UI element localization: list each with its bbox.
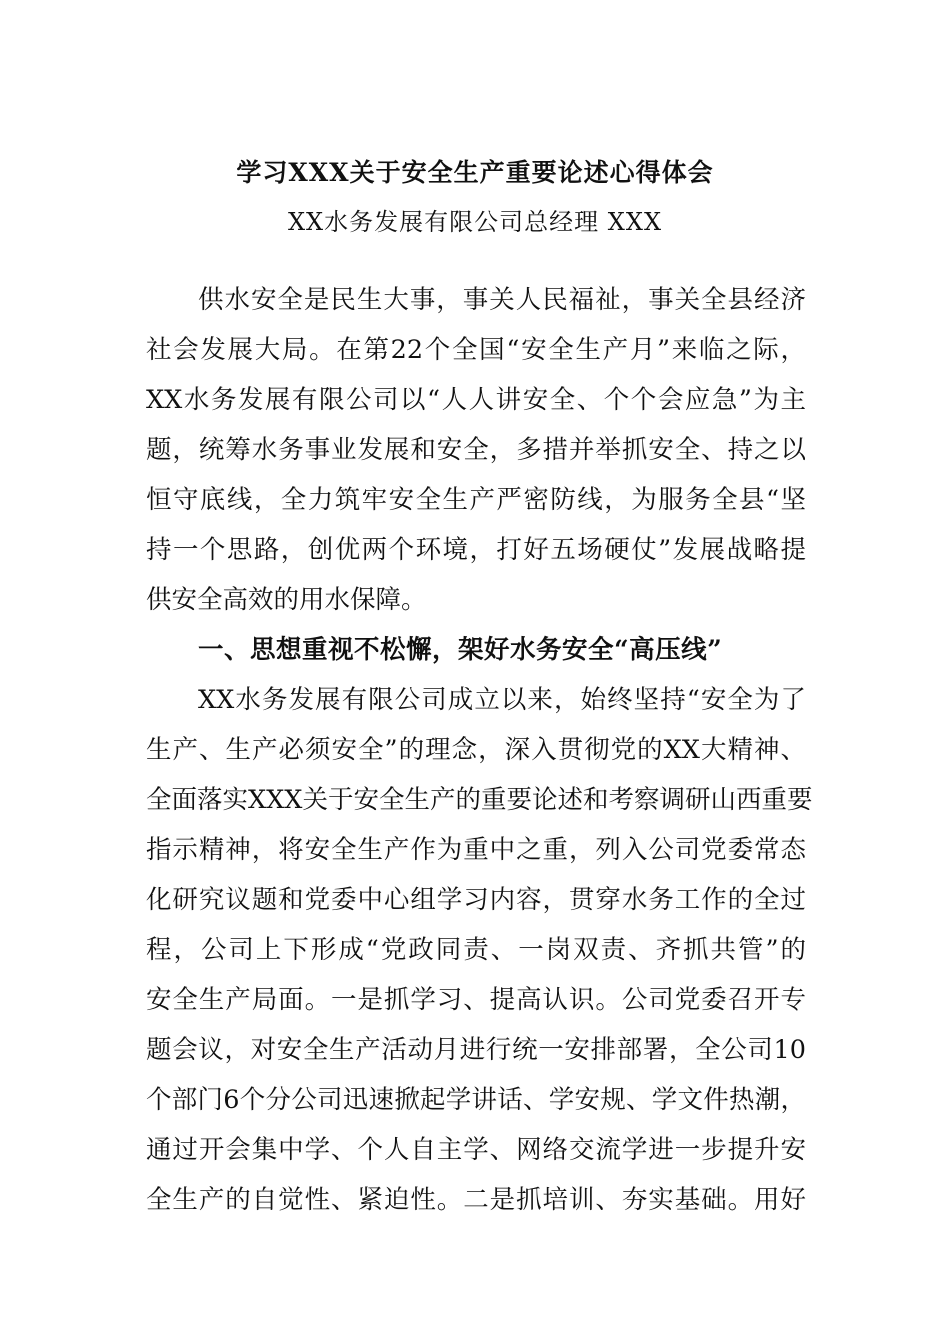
- document-title: 学习XXX关于安全生产重要论述心得体会: [236, 158, 714, 187]
- paragraph-line: 全面落实XXX关于安全生产的重要论述和考察调研山西重要: [146, 785, 813, 815]
- paragraph-line: 个部门6个分公司迅速掀起学讲话、学安规、学文件热潮，: [146, 1085, 806, 1115]
- document-subtitle: XX水务发展有限公司总经理 XXX: [287, 208, 663, 236]
- paragraph-line: 供安全高效的用水保障。: [146, 585, 427, 615]
- paragraph-line: 恒守底线，全力筑牢安全生产严密防线，为服务全县“坚: [146, 485, 806, 515]
- paragraph-line: 社会发展大局。在第22个全国“安全生产月”来临之际，: [146, 335, 806, 365]
- paragraph-line: XX水务发展有限公司成立以来，始终坚持“安全为了: [198, 685, 806, 715]
- paragraph-line: 生产、生产必须安全”的理念，深入贯彻党的XX大精神、: [146, 735, 806, 765]
- paragraph-line: 通过开会集中学、个人自主学、网络交流学进一步提升安: [146, 1135, 806, 1165]
- paragraph-line: 题会议，对安全生产活动月进行统一安排部署，全公司10: [146, 1035, 806, 1065]
- section-heading: 一、思想重视不松懈，架好水务安全“高压线”: [198, 635, 723, 665]
- paragraph-line: 持一个思路，创优两个环境，打好五场硬仗”发展战略提: [146, 535, 806, 565]
- paragraph-line: 安全生产局面。一是抓学习、提高认识。公司党委召开专: [146, 985, 806, 1015]
- paragraph-line: 供水安全是民生大事，事关人民福祉，事关全县经济: [198, 285, 806, 315]
- paragraph-line: 指示精神，将安全生产作为重中之重，列入公司党委常态: [146, 835, 806, 865]
- paragraph-line: 全生产的自觉性、紧迫性。二是抓培训、夯实基础。用好: [146, 1185, 806, 1215]
- paragraph-line: XX水务发展有限公司以“人人讲安全、个个会应急”为主: [146, 385, 806, 415]
- paragraph-line: 题，统筹水务事业发展和安全，多措并举抓安全、持之以: [146, 435, 806, 465]
- paragraph-line: 化研究议题和党委中心组学习内容，贯穿水务工作的全过: [146, 885, 806, 915]
- paragraph-line: 程，公司上下形成“党政同责、一岗双责、齐抓共管”的: [146, 935, 806, 965]
